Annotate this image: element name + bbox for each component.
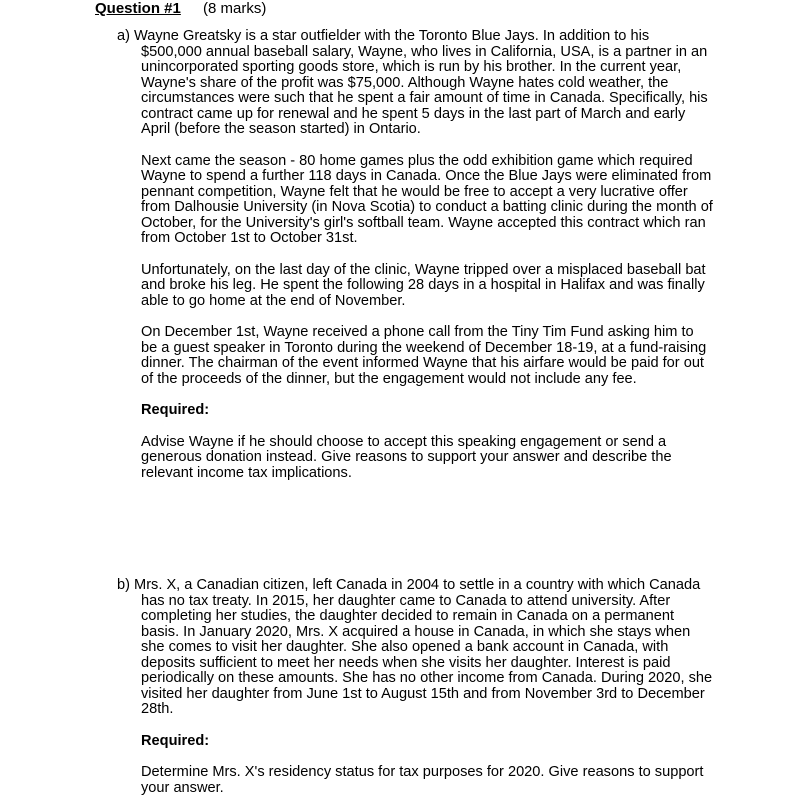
- part-a-paragraph-3: Unfortunately, on the last day of the clinic, Wayne tripped over a misplaced baseball bat and broke his leg. He spent the following 28 days in a hospital in Halifax and was finally able to go home at the end of November.: [141, 261, 706, 309]
- part-a-intro: a) Wayne Greatsky is a star outfielder with the Toronto Blue Jays. In addition to his $500,000 annual baseball salary, Wayne, who lives in California, USA, is a partner in an unincorporated sporting goods store, which is run by his brother. In the current year, Wayne's share of the profit was $75,000. Although Wayne hates cold weather, the circumstances were such that he spent a fair amount of time in Canada. Specifically, his contract came up for renewal and he spent 5 days in the last part of March and early April (before the season started) in Ontario.: [117, 28, 708, 137]
- part-a-required-text: Advise Wayne if he should choose to accept this speaking engagement or send a generous donation instead. Give reasons to support your answer and describe the relevant income tax implications.: [141, 433, 672, 481]
- part-b-required-text: Determine Mrs. X's residency status for tax purposes for 2020. Give reasons to support your answer.: [141, 764, 704, 796]
- part-b-intro: b) Mrs. X, a Canadian citizen, left Canada in 2004 to settle in a country with which Canada has no tax treaty. In 2015, her daughter came to Canada to attend university. After completing her studies, the daughter decided to remain in Canada on a permanent basis. In January 2020, Mrs. X acquired a house in Canada, in which she stays when she comes to visit her daughter. She also opened a bank account in Canada, with deposits sufficient to meet her needs when she visits her daughter. Interest is paid periodically on these amounts. She has no other income from Canada. During 2020, she visited her daughter from June 1st to August 15th and from November 3rd to December 28th.: [117, 577, 713, 717]
- part-b-required-label: Required:: [141, 732, 210, 749]
- part-a-required-label: Required:: [141, 402, 210, 418]
- part-b: [117, 578, 713, 796]
- part-a-paragraph-2: Next came the season - 80 home games plus the odd exhibition game which required Wayne to spend a further 118 days in Canada. Once the Blue Jays were eliminated from pennant competition, Wayne felt that he would be free to accept a very lucrative offer from Dalhousie University (in Nova Scotia) to conduct a batting clinic during the month of October, for the University's girl's softball team. Wayne accepted this contract which ran from October 1st to October 31st.: [141, 152, 713, 246]
- question-marks: (8 marks): [203, 0, 267, 17]
- part-a: [117, 29, 713, 481]
- question-heading: [95, 0, 266, 17]
- question-title: Question #1: [95, 0, 181, 17]
- part-a-paragraph-4: On December 1st, Wayne received a phone call from the Tiny Tim Fund asking him to be a guest speaker in Toronto during the weekend of December 18-19, at a fund-raising dinner. The chairman of the event informed Wayne that his airfare would be paid for out of the proceeds of the dinner, but the engagement would not include any fee.: [141, 324, 707, 387]
